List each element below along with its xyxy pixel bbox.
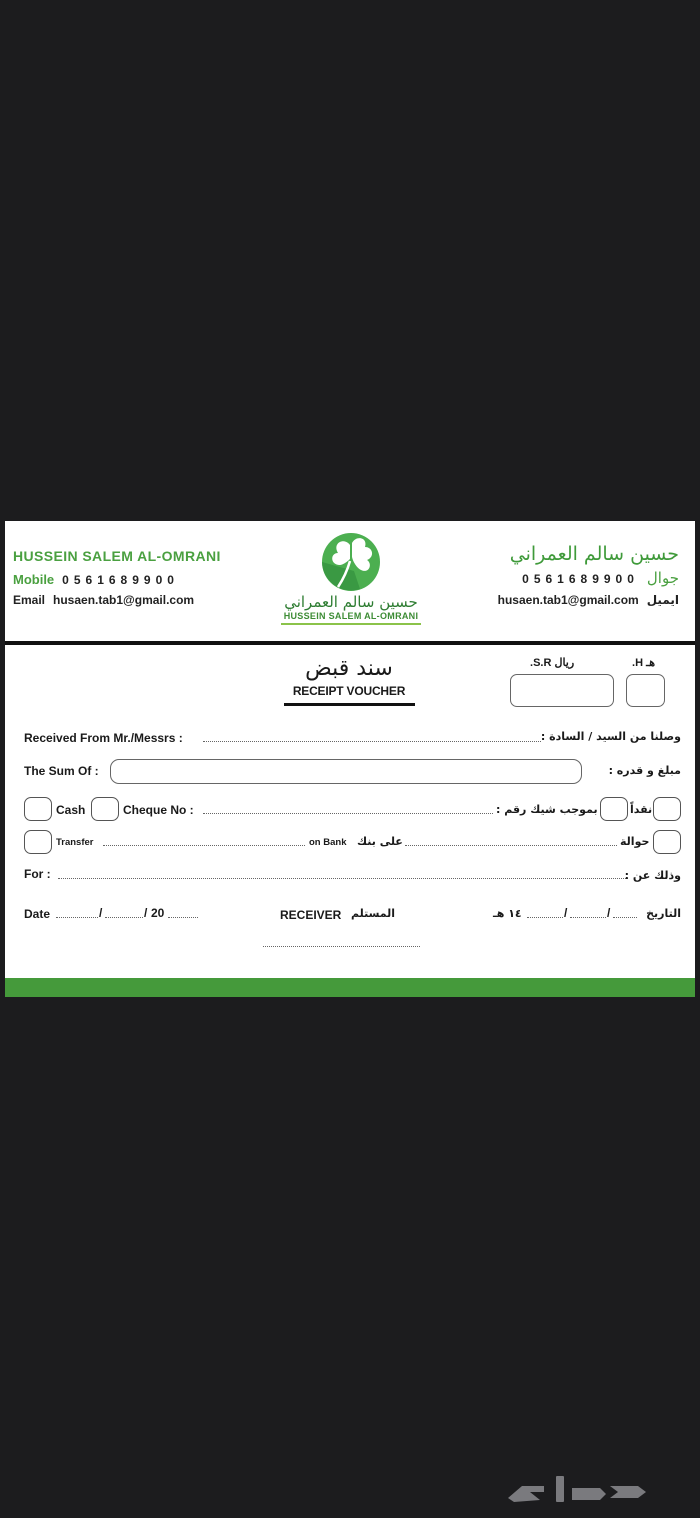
date-day-input[interactable] — [56, 917, 98, 918]
date-label-ar: التاريخ — [646, 907, 681, 920]
on-bank-label-ar: على بنك — [357, 835, 403, 848]
english-contact-block — [13, 548, 221, 607]
mobile-number: 0561689900 — [62, 573, 179, 587]
english-name: HUSSEIN SALEM AL-OMRANI — [13, 548, 221, 564]
received-from-label: Received From Mr./Messrs : — [24, 731, 183, 745]
cash-label-ar: نقداً — [630, 803, 653, 816]
haraj-logo-icon — [500, 1468, 650, 1508]
cheque-number-input[interactable] — [203, 813, 493, 814]
date-slash-1: / — [99, 906, 103, 920]
halala-label: هـ H. — [632, 657, 656, 669]
date-year-prefix: 20 — [151, 906, 165, 920]
transfer-label-ar: حوالة — [620, 835, 650, 848]
receiver-label: RECEIVER — [280, 908, 342, 922]
receiver-label-ar: المستلم — [351, 907, 396, 920]
company-logo — [279, 531, 423, 635]
hijri-year-prefix: ١٤ هـ — [493, 907, 522, 920]
mobile-label: Mobile — [13, 572, 55, 587]
received-from-input[interactable] — [203, 741, 541, 742]
hijri-day-input[interactable] — [613, 917, 637, 918]
transfer-checkbox[interactable] — [24, 830, 52, 854]
riyal-label: ريال S.R. — [530, 657, 575, 669]
cheque-checkbox-ar[interactable] — [600, 797, 628, 821]
haraj-watermark — [500, 1468, 650, 1508]
date-slash-2: / — [144, 906, 148, 920]
email-address[interactable]: husaen.tab1@gmail.com — [53, 593, 195, 607]
cash-checkbox[interactable] — [24, 797, 52, 821]
voucher-header — [5, 521, 695, 642]
arabic-contact-block — [498, 543, 679, 607]
arabic-mobile-number: 0561689900 — [522, 572, 639, 586]
date-label: Date — [24, 907, 51, 921]
sum-of-label-ar: مبلغ و قدره : — [608, 764, 681, 777]
cash-label: Cash — [56, 803, 86, 817]
cheque-checkbox[interactable] — [91, 797, 119, 821]
logo-underline — [281, 623, 421, 625]
receipt-voucher-card — [5, 521, 695, 997]
voucher-title-arabic: سند قبض — [305, 656, 393, 681]
receiver-signature-input[interactable] — [263, 946, 420, 947]
logo-english-name: HUSSEIN SALEM AL-OMRANI — [283, 611, 419, 621]
date-year-input[interactable] — [168, 917, 198, 918]
on-bank-label: on Bank — [309, 837, 347, 848]
received-from-label-ar: وصلنا من السيد / السادة : — [540, 730, 681, 743]
transfer-label: Transfer — [56, 837, 94, 848]
for-label: For : — [24, 867, 51, 881]
for-label-ar: وذلك عن : — [624, 869, 681, 882]
hijri-slash-1: / — [564, 906, 568, 920]
riyal-amount-box[interactable] — [510, 674, 614, 707]
voucher-title-english: RECEIPT VOUCHER — [292, 684, 406, 698]
email-label: Email — [13, 593, 46, 607]
transfer-checkbox-ar[interactable] — [653, 830, 681, 854]
hijri-year-input[interactable] — [527, 917, 563, 918]
sum-of-label: The Sum Of : — [24, 764, 99, 778]
halala-amount-box[interactable] — [626, 674, 665, 707]
cheque-label: Cheque No : — [123, 803, 194, 817]
clover-leaf-icon — [320, 531, 382, 593]
hijri-month-input[interactable] — [570, 917, 606, 918]
for-input[interactable] — [58, 878, 628, 879]
footer-green-band — [5, 978, 695, 997]
arabic-mobile-label: جوال — [646, 569, 679, 587]
hijri-slash-2: / — [607, 906, 611, 920]
title-underline — [284, 703, 415, 706]
logo-arabic-name: حسين سالم العمراني — [284, 593, 418, 611]
bank-name-input[interactable] — [405, 845, 617, 846]
transfer-input[interactable] — [103, 845, 305, 846]
cheque-label-ar: بموجب شيك رقم : — [496, 803, 598, 816]
cash-checkbox-ar[interactable] — [653, 797, 681, 821]
arabic-email-address[interactable]: husaen.tab1@gmail.com — [497, 593, 639, 607]
header-divider — [5, 641, 695, 645]
sum-of-input[interactable] — [110, 759, 582, 784]
arabic-email-label: ايميل — [646, 593, 679, 607]
date-month-input[interactable] — [105, 917, 143, 918]
arabic-name: حسين سالم العمراني — [509, 543, 679, 565]
